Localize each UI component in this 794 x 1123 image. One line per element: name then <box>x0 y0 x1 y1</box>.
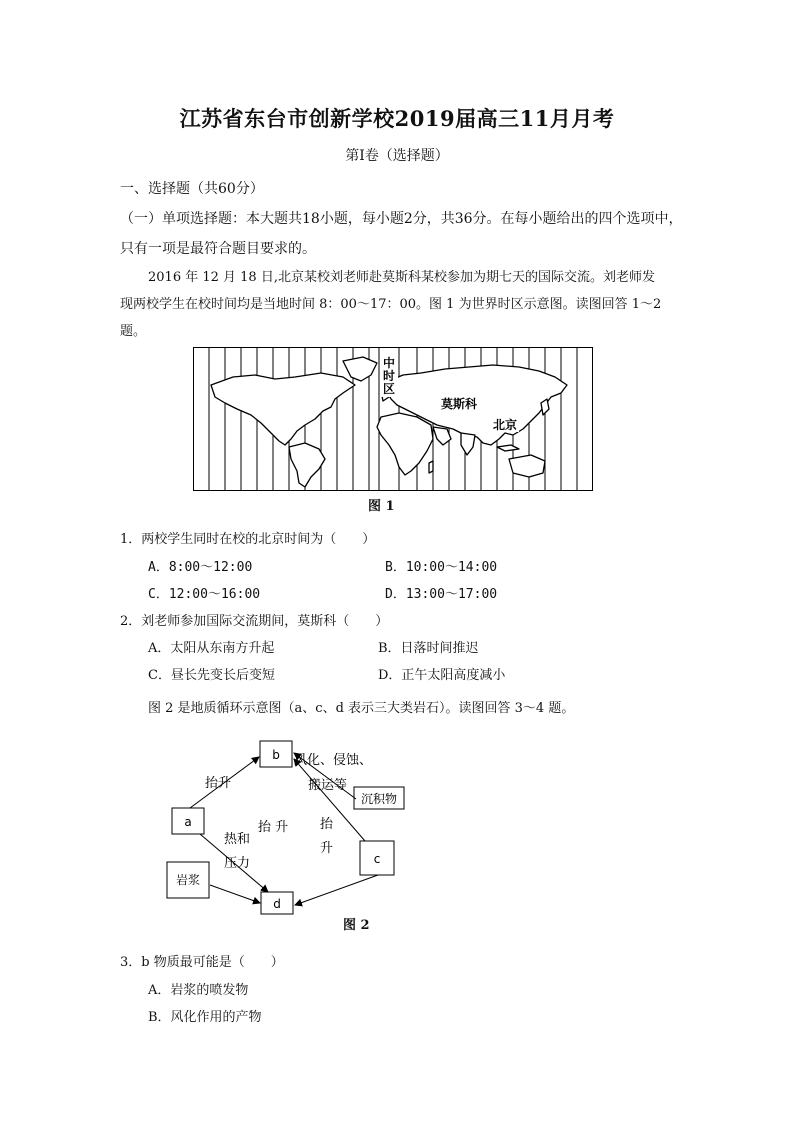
label-uplift-right-2: 升 <box>320 841 334 856</box>
section-heading: 一、选择题（共60分） <box>120 181 264 197</box>
q3-option-a[interactable]: A．岩浆的喷发物 <box>148 983 249 998</box>
label-weathering-2: 搬运等 <box>308 778 348 793</box>
label-uplift-left: 抬升 <box>205 776 232 791</box>
label-weathering-1: 风化、侵蚀、 <box>294 753 373 768</box>
box-d-label: d <box>273 897 281 911</box>
label-heat-1: 热和 <box>224 832 251 847</box>
q3-option-b[interactable]: B．风化作用的产物 <box>148 1010 262 1025</box>
q1-option-c[interactable]: C．12:00～16:00 <box>148 587 261 602</box>
figure2-caption: 图 2 <box>343 918 370 933</box>
box-sediment-label: 沉积物 <box>360 792 398 806</box>
beijing-label: 北京 <box>493 418 518 432</box>
q1-option-b[interactable]: B．10:00～14:00 <box>385 560 498 575</box>
madagascar <box>429 461 433 473</box>
box-magma-label: 岩浆 <box>175 873 201 887</box>
q2-stem: 2．刘老师参加国际交流期间，莫斯科（ ） <box>120 614 389 629</box>
arrow-c-to-d <box>295 875 378 905</box>
q3-stem: 3．b 物质最可能是（ ） <box>120 955 284 970</box>
arrow-magma-to-d <box>210 885 260 903</box>
page-title: 江苏省东台市创新学校2019届高三11月月考 <box>179 106 615 131</box>
passage2: 图 2 是地质循环示意图（a、c、d 表示三大类岩石）。读图回答 3～4 题。 <box>148 701 575 716</box>
box-c-label: c <box>373 852 381 866</box>
australia <box>509 455 545 477</box>
instructions-line2: 只有一项是最符合题目要求的。 <box>120 241 316 257</box>
passage1-line3: 题。 <box>120 324 147 339</box>
instructions-line1: （一）单项选择题：本大题共18小题，每小题2分，共36分。在每小题给出的四个选项中， <box>120 211 683 227</box>
q1-stem: 1．两校学生同时在校的北京时间为（ ） <box>120 532 376 547</box>
box-a-label: a <box>184 815 192 829</box>
zone-label-char3: 区 <box>382 382 396 396</box>
label-uplift-center: 抬 升 <box>258 820 289 835</box>
q2-option-d[interactable]: D．正午太阳高度减小 <box>378 668 506 683</box>
q2-option-b[interactable]: B．日落时间推迟 <box>378 641 479 656</box>
q2-option-a[interactable]: A．太阳从东南方升起 <box>148 641 275 656</box>
passage1-line2: 现两校学生在校时间均是当地时间 8：00～17：00。图 1 为世界时区示意图。读图回答 1～2 <box>120 297 662 312</box>
zone-label-char2: 时 <box>382 369 396 383</box>
world-time-zone-map <box>193 347 593 492</box>
page-subtitle: 第Ⅰ卷（选择题） <box>345 148 449 164</box>
q1-option-d[interactable]: D．13:00～17:00 <box>385 587 498 602</box>
rock-cycle-diagram <box>160 735 420 920</box>
q1-option-a[interactable]: A．8:00～12:00 <box>148 560 253 575</box>
q2-option-c[interactable]: C．昼长先变长后变短 <box>148 668 275 683</box>
label-uplift-right-1: 抬 <box>320 817 334 832</box>
passage1-line1: 2016 年 12 月 18 日,北京某校刘老师赴莫斯科某校参加为期七天的国际交流。刘老师发 <box>148 270 655 285</box>
box-b-label: b <box>272 748 280 762</box>
moscow-label: 莫斯科 <box>441 397 478 411</box>
zone-label-char1: 中 <box>382 356 396 370</box>
figure1-caption: 图 1 <box>368 499 395 514</box>
label-heat-2: 压力 <box>224 856 251 871</box>
